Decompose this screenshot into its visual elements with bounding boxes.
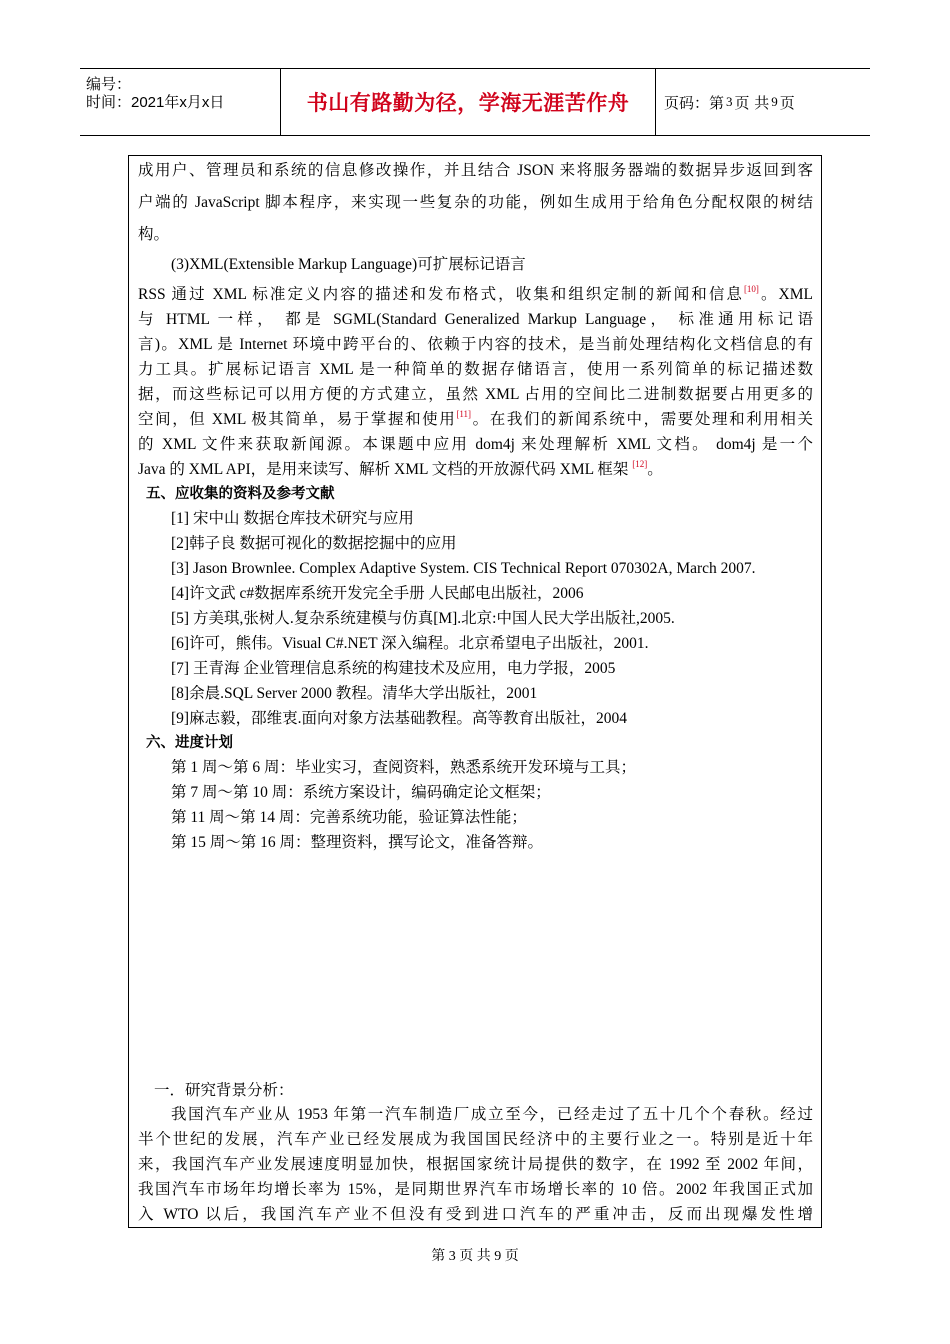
text-span: Java 的 XML API，是用来读写、解析 XML 文档的开放源代码 XML 框架: [138, 461, 633, 478]
body-line: 与 HTML 一样， 都是 SGML(Standard Generalized Markup Language， 标准通用标记语: [138, 311, 813, 328]
header-meta: [80, 69, 280, 135]
text-span: 。XML: [758, 286, 813, 303]
reference-item: [7] 王青海 企业管理信息系统的构建技术及应用，电力学报，2005: [171, 660, 616, 677]
text-span: 。在我们的新闻系统中，需要处理和利用相关: [471, 411, 813, 428]
reference-item: [6]许可，熊伟。Visual C#.NET 深入编程。北京希望电子出版社，2001.: [171, 635, 649, 652]
body-line: [138, 282, 813, 307]
section-heading: 一．研究背景分析：: [154, 1082, 294, 1099]
plan-item: 第 15 周～第 16 周：整理资料，撰写论文，准备答辩。: [171, 834, 544, 851]
body-line: 据，而这些标记可以用方便的方式建立，虽然 XML 占用的空间比二进制数据要占用更多的: [138, 386, 813, 403]
plan-item: 第 7 周～第 10 周：系统方案设计，编码确定论文框架；: [171, 784, 551, 801]
reference-item: [2]韩子良 数据可视化的数据挖掘中的应用: [171, 535, 457, 552]
code-label: 编号：: [86, 76, 132, 93]
reference-item: [1] 宋中山 数据仓库技术研究与应用: [171, 510, 414, 527]
page-label: 页码：第: [664, 93, 725, 112]
body-line: 来，我国汽车产业发展速度明显加快，根据国家统计局提供的数字，在 1992 至 2002 年间，: [138, 1156, 813, 1173]
plan-item: 第 11 周～第 14 周：完善系统功能，验证算法性能；: [171, 809, 527, 826]
section-heading: 五、应收集的资料及参考文献: [146, 486, 335, 502]
page-mid: 页 共: [734, 93, 770, 112]
body-line: 我国汽车市场年均增长率为 15%，是同期世界汽车市场增长率的 10 倍。2002 年我国正式加: [138, 1181, 813, 1198]
reference-item: [4]许文武 c#数据库系统开发完全手册 人民邮电出版社，2006: [171, 585, 584, 602]
body-line: 的 XML 文件来获取新闻源。本课题中应用 dom4j 来处理解析 XML 文档。 dom4j 是一个: [138, 436, 813, 453]
xml-heading: (3)XML(Extensible Markup Language)可扩展标记语言: [171, 256, 526, 273]
time-label: 时间：2021年x月x日: [86, 94, 225, 111]
body-line: [138, 457, 813, 482]
page-current: 3: [726, 94, 733, 109]
body-line: 构。: [138, 226, 170, 243]
citation-ref: [10]: [743, 284, 759, 294]
text-span: 空间，但 XML 极其简单，易于掌握和使用: [138, 411, 457, 428]
reference-item: [5] 方美琪,张树人.复杂系统建模与仿真[M].北京:中国人民大学出版社,2005.: [171, 610, 675, 627]
section-heading: 六、进度计划: [146, 735, 233, 751]
body-line: 成用户、管理员和系统的信息修改操作，并且结合 JSON 来将服务器端的数据异步返回到客: [138, 162, 813, 179]
body-line: 户端的 JavaScript 脚本程序，来实现一些复杂的功能，例如生成用于给角色分配权限的树结: [138, 194, 813, 211]
header-motto: 书山有路勤为径，学海无涯苦作舟: [280, 69, 656, 135]
body-line: 言)。XML 是 Internet 环境中跨平台的、依赖于内容的技术，是当前处理结构化文档信息的有: [138, 336, 813, 353]
body-line: 半个世纪的发展，汽车产业已经发展成为我国国民经济中的主要行业之一。特别是近十年: [138, 1131, 813, 1148]
header-page-number: [656, 69, 870, 135]
page-footer: 第 3 页 共 9 页: [431, 1249, 519, 1264]
body-line: 力工具。扩展标记语言 XML 是一种简单的数据存储语言，使用一系列简单的标记描述数: [138, 361, 813, 378]
text-span: RSS 通过 XML 标准定义内容的描述和发布格式，收集和组织定制的新闻和信息: [138, 286, 744, 303]
citation-ref: [11]: [456, 409, 472, 419]
page-total: 9: [771, 94, 778, 109]
page-header: [80, 68, 870, 136]
citation-ref: [12]: [632, 459, 648, 469]
reference-item: [9]麻志毅，邵维衷.面向对象方法基础教程。高等教育出版社，2004: [171, 710, 627, 727]
reference-item: [3] Jason Brownlee. Complex Adaptive System. CIS Technical Report 070302A, March 2007.: [171, 560, 756, 577]
plan-item: 第 1 周～第 6 周：毕业实习，查阅资料，熟悉系统开发环境与工具；: [171, 759, 637, 776]
body-line: [138, 407, 813, 432]
text-span: 。: [647, 461, 663, 478]
reference-item: [8]余晨.SQL Server 2000 教程。清华大学出版社，2001: [171, 685, 538, 702]
page-end: 页: [779, 93, 795, 112]
body-line: 入 WTO 以后，我国汽车产业不但没有受到进口汽车的严重冲击，反而出现爆发性增: [138, 1206, 813, 1223]
body-line: 我国汽车产业从 1953 年第一汽车制造厂成立至今，已经走过了五十几个个春秋。经过: [171, 1106, 813, 1123]
